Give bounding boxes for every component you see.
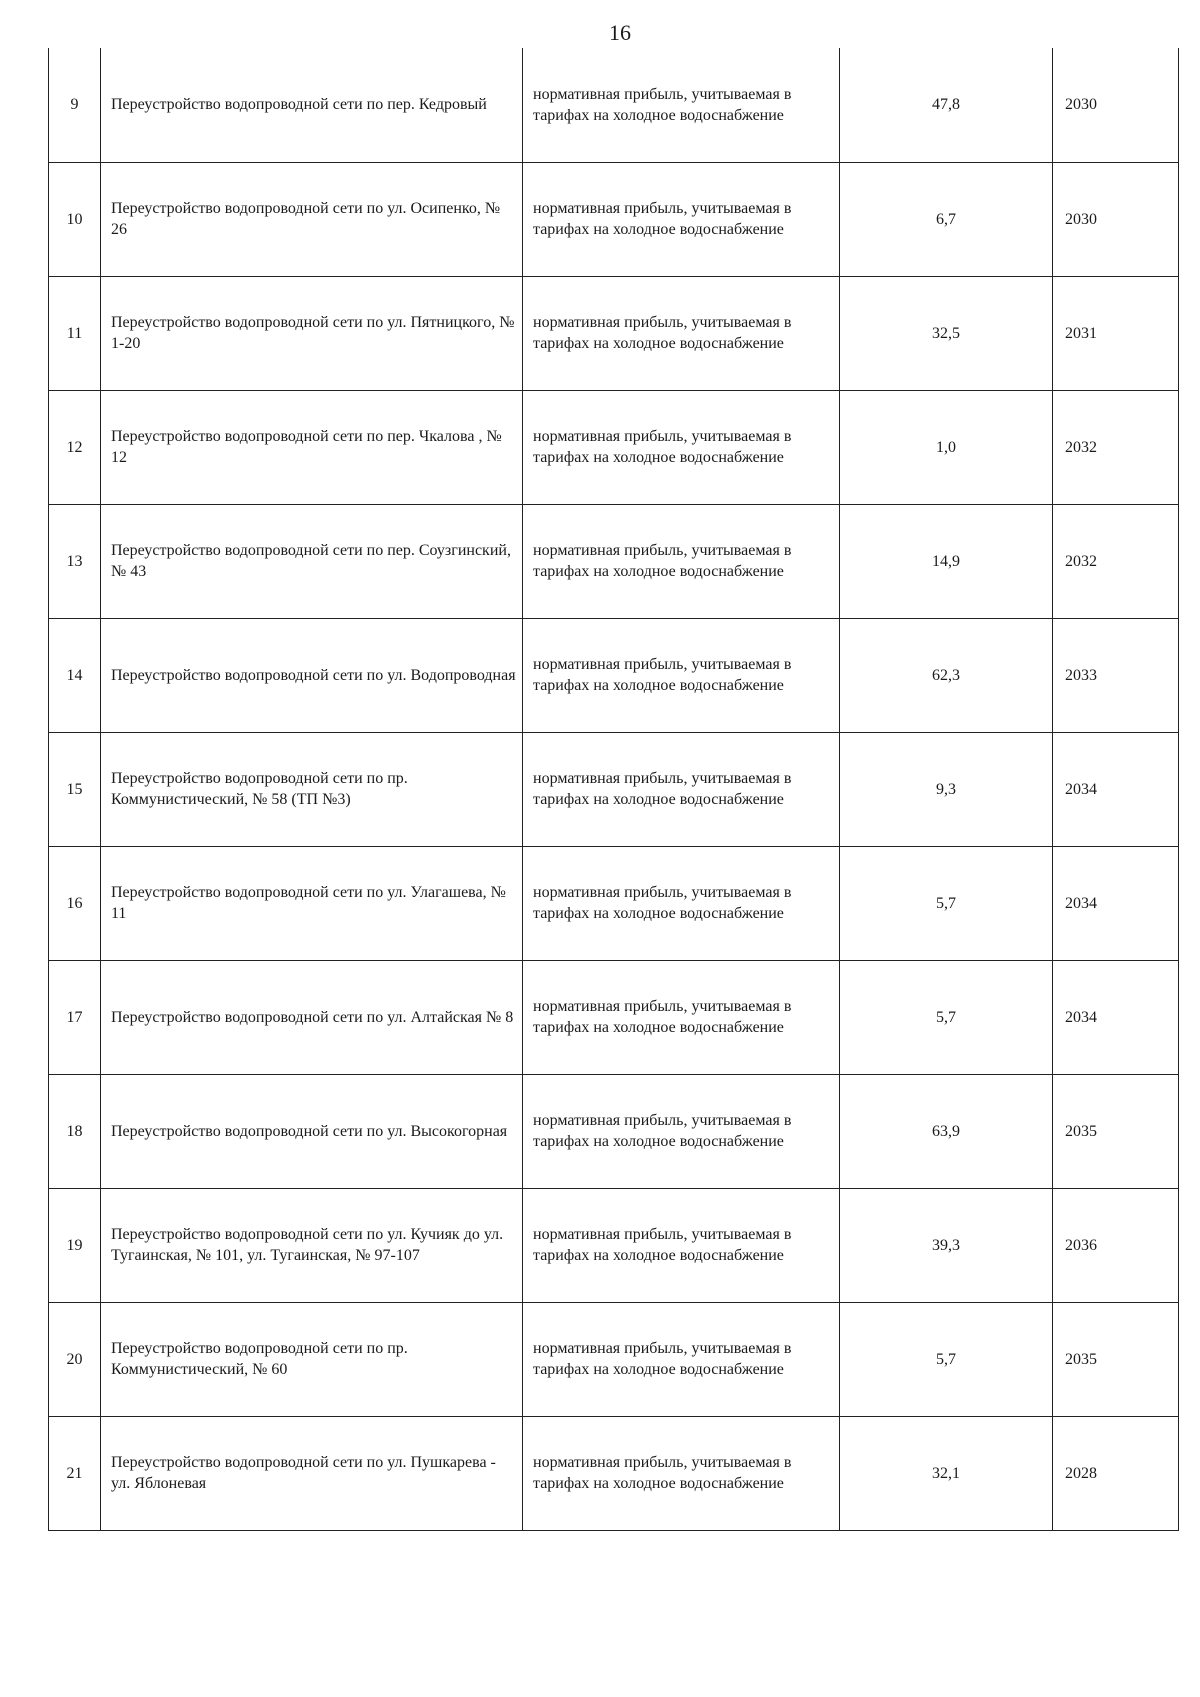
funding-source: нормативная прибыль, учитываемая в тарифах на холодное водоснабжение [533,542,792,580]
cost-value: 1,0 [936,438,956,456]
work-name-cell [101,1074,523,1188]
cost-value: 9,3 [936,780,956,798]
table-row [49,276,1179,390]
funding-source: нормативная прибыль, учитываемая в тарифах на холодное водоснабжение [533,428,792,466]
works-table-body [49,48,1179,1530]
row-number-cell [49,390,101,504]
completion-year: 2028 [1065,1464,1097,1482]
work-name-cell [101,1302,523,1416]
funding-source: нормативная прибыль, учитываемая в тарифах на холодное водоснабжение [533,656,792,694]
cost-value: 39,3 [932,1236,960,1254]
work-name-cell [101,276,523,390]
cost-value-cell [840,1416,1053,1530]
cost-value: 5,7 [936,894,956,912]
funding-source-cell [523,618,840,732]
row-number: 16 [66,894,83,912]
funding-source-cell [523,162,840,276]
work-name-cell [101,732,523,846]
work-name: Переустройство водопроводной сети по пер. Кедровый [111,96,487,114]
cost-value-cell [840,504,1053,618]
cost-value-cell [840,732,1053,846]
completion-year-cell [1053,276,1179,390]
table-row [49,960,1179,1074]
work-name: Переустройство водопроводной сети по пр. Коммунистический, № 58 (ТП №3) [111,770,408,808]
work-name-cell [101,390,523,504]
completion-year: 2032 [1065,438,1097,456]
row-number: 9 [70,96,79,114]
completion-year: 2031 [1065,324,1097,342]
work-name: Переустройство водопроводной сети по ул. Пятницкого, № 1-20 [111,314,515,352]
completion-year-cell [1053,504,1179,618]
funding-source-cell [523,276,840,390]
row-number: 17 [66,1008,83,1026]
funding-source-cell [523,1302,840,1416]
cost-value-cell [840,390,1053,504]
funding-source-cell [523,390,840,504]
work-name-cell [101,1416,523,1530]
work-name: Переустройство водопроводной сети по пер. Чкалова , № 12 [111,428,502,466]
work-name-cell [101,504,523,618]
cost-value: 62,3 [932,666,960,684]
row-number: 20 [66,1350,83,1368]
funding-source: нормативная прибыль, учитываемая в тарифах на холодное водоснабжение [533,1340,792,1378]
completion-year: 2035 [1065,1350,1097,1368]
row-number: 12 [66,438,83,456]
cost-value-cell [840,162,1053,276]
funding-source-cell [523,504,840,618]
cost-value-cell [840,48,1053,162]
work-name-cell [101,48,523,162]
row-number: 14 [66,666,83,684]
row-number-cell [49,960,101,1074]
funding-source: нормативная прибыль, учитываемая в тарифах на холодное водоснабжение [533,1454,792,1492]
cost-value: 5,7 [936,1008,956,1026]
row-number-cell [49,162,101,276]
completion-year-cell [1053,846,1179,960]
page-number: 16 [609,20,631,45]
table-row [49,1188,1179,1302]
funding-source-cell [523,846,840,960]
table-row [49,732,1179,846]
work-name-cell [101,1188,523,1302]
funding-source-cell [523,732,840,846]
table-row [49,390,1179,504]
work-name: Переустройство водопроводной сети по ул. Алтайская № 8 [111,1008,514,1026]
row-number: 19 [66,1236,83,1254]
row-number: 15 [66,780,83,798]
work-name: Переустройство водопроводной сети по ул. Осипенко, № 26 [111,200,501,238]
completion-year-cell [1053,1188,1179,1302]
completion-year: 2033 [1065,666,1097,684]
table-row [49,48,1179,162]
cost-value-cell [840,1302,1053,1416]
completion-year: 2036 [1065,1236,1097,1254]
row-number: 10 [66,210,83,228]
cost-value-cell [840,1188,1053,1302]
work-name-cell [101,846,523,960]
row-number-cell [49,1302,101,1416]
funding-source-cell [523,1074,840,1188]
work-name: Переустройство водопроводной сети по ул. Кучияк до ул. Тугаинская, № 101, ул. Тугаинская, № 97-107 [111,1226,504,1264]
cost-value-cell [840,846,1053,960]
table-row [49,162,1179,276]
completion-year-cell [1053,390,1179,504]
completion-year-cell [1053,48,1179,162]
cost-value: 5,7 [936,1350,956,1368]
funding-source-cell [523,48,840,162]
row-number: 18 [66,1122,83,1140]
cost-value: 32,1 [932,1464,960,1482]
cost-value: 14,9 [932,552,960,570]
funding-source: нормативная прибыль, учитываемая в тарифах на холодное водоснабжение [533,770,792,808]
work-name: Переустройство водопроводной сети по пер. Соузгинский, № 43 [111,542,511,580]
table-row [49,618,1179,732]
funding-source-cell [523,1416,840,1530]
completion-year-cell [1053,1074,1179,1188]
row-number: 21 [66,1464,83,1482]
row-number-cell [49,1074,101,1188]
funding-source: нормативная прибыль, учитываемая в тарифах на холодное водоснабжение [533,200,792,238]
cost-value-cell [840,618,1053,732]
completion-year: 2032 [1065,552,1097,570]
work-name-cell [101,618,523,732]
cost-value-cell [840,276,1053,390]
cost-value: 32,5 [932,324,960,342]
row-number-cell [49,618,101,732]
table-row [49,1416,1179,1530]
row-number-cell [49,504,101,618]
cost-value: 63,9 [932,1122,960,1140]
table-row [49,1074,1179,1188]
completion-year: 2030 [1065,96,1097,114]
completion-year-cell [1053,960,1179,1074]
cost-value-cell [840,1074,1053,1188]
completion-year: 2034 [1065,1008,1097,1026]
table-row [49,504,1179,618]
cost-value-cell [840,960,1053,1074]
work-name-cell [101,960,523,1074]
table-row [49,1302,1179,1416]
funding-source: нормативная прибыль, учитываемая в тарифах на холодное водоснабжение [533,1226,792,1264]
row-number-cell [49,732,101,846]
funding-source: нормативная прибыль, учитываемая в тарифах на холодное водоснабжение [533,1112,792,1150]
funding-source-cell [523,1188,840,1302]
funding-source: нормативная прибыль, учитываемая в тарифах на холодное водоснабжение [533,85,792,124]
row-number-cell [49,276,101,390]
works-table [48,48,1179,1531]
completion-year: 2034 [1065,780,1097,798]
funding-source: нормативная прибыль, учитываемая в тарифах на холодное водоснабжение [533,884,792,922]
row-number: 13 [66,552,83,570]
row-number-cell [49,1188,101,1302]
completion-year-cell [1053,618,1179,732]
row-number-cell [49,1416,101,1530]
cost-value: 47,8 [932,96,960,114]
funding-source-cell [523,960,840,1074]
completion-year: 2034 [1065,894,1097,912]
completion-year: 2030 [1065,210,1097,228]
completion-year-cell [1053,1416,1179,1530]
work-name: Переустройство водопроводной сети по ул. Высокогорная [111,1122,508,1140]
funding-source: нормативная прибыль, учитываемая в тарифах на холодное водоснабжение [533,314,792,352]
row-number: 11 [66,324,83,342]
completion-year-cell [1053,732,1179,846]
work-name: Переустройство водопроводной сети по ул. Пушкарева - ул. Яблоневая [111,1454,496,1492]
completion-year: 2035 [1065,1122,1097,1140]
cost-value: 6,7 [936,210,956,228]
row-number-cell [49,846,101,960]
funding-source: нормативная прибыль, учитываемая в тарифах на холодное водоснабжение [533,998,792,1036]
table-row [49,846,1179,960]
work-name-cell [101,162,523,276]
row-number-cell [49,48,101,162]
work-name: Переустройство водопроводной сети по ул. Улагашева, № 11 [111,884,506,922]
work-name: Переустройство водопроводной сети по пр. Коммунистический, № 60 [111,1340,408,1378]
completion-year-cell [1053,1302,1179,1416]
work-name: Переустройство водопроводной сети по ул. Водопроводная [111,666,516,684]
completion-year-cell [1053,162,1179,276]
